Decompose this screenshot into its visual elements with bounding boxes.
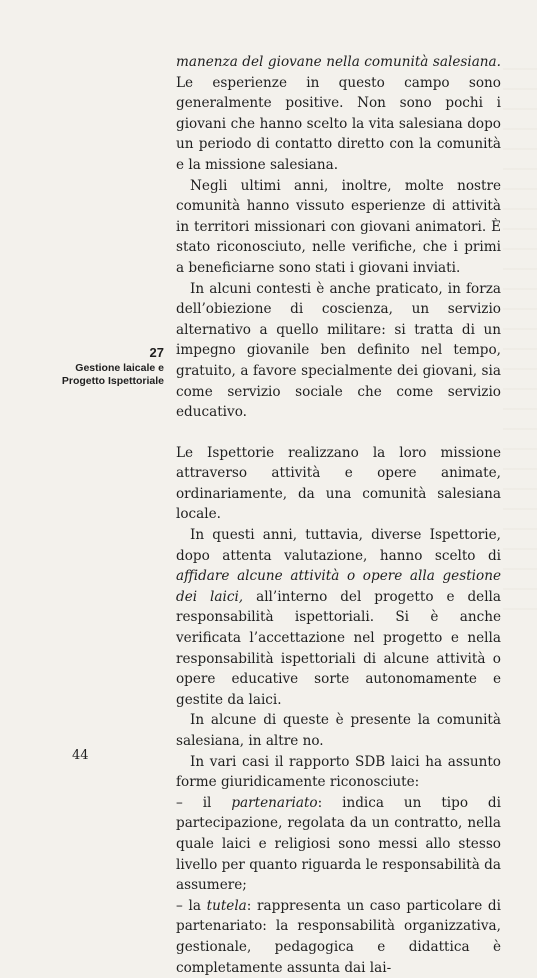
text-run: – la — [176, 897, 207, 914]
facing-page-bleed — [503, 50, 537, 610]
paragraph — [176, 752, 501, 793]
paragraph — [176, 525, 501, 710]
text-run: In questi anni, tuttavia, diverse Ispettorie, dopo attenta valutazione, hanno scelto di — [176, 527, 501, 564]
paragraph — [176, 279, 501, 423]
list-item — [176, 793, 501, 896]
text-run: In vari casi il rapporto SDB laici ha assunto forme giuridicamente riconosciute: — [176, 753, 501, 791]
italic-text: tutela — [206, 897, 247, 914]
margin-note — [54, 344, 164, 388]
paragraph — [176, 52, 501, 176]
text-run: – il — [176, 794, 232, 811]
text-run: Le Ispettorie realizzano la loro missione attraverso attività e opere animate, ordinariamente, da una comunità salesiana locale. — [176, 444, 501, 523]
text-run: In alcuni contesti è anche praticato, in forza dell’obiezione di coscienza, un servizio alternativo a quello militare: si tratta di un impegno giovanile ben definito nel tempo, gratuito, a favore specialmente dei giovani, sia come servizio sociale che come servizio educativo. — [176, 280, 501, 421]
list-item — [176, 896, 501, 978]
italic-text: manenza del giovane nella comunità salesiana. — [176, 54, 501, 70]
text-run: Le esperienze in questo campo sono generalmente positive. Non sono pochi i giovani che hanno scelto la vita salesiana dopo un periodo di contatto diretto con la comunità e la missione salesiana. — [176, 74, 501, 173]
text-run: : indica un tipo di partecipazione, regolata da un contratto, nella quale laici e religiosi sono messi allo stesso livello per quanto riguarda le responsabilità da assumere; — [176, 794, 501, 894]
page-number: 44 — [72, 748, 89, 763]
text-run: all’interno del progetto e della responsabilità ispettoriali. Si è anche verificata l’accettazione nel progetto e nella responsabilità ispettoriali di alcune attività o opere educative sorte autonomamente e gestite da laici. — [176, 588, 502, 708]
section-title: Gestione laicale e Progetto Ispettoriale — [61, 362, 164, 387]
text-run: : rappresenta un caso particolare di partenariato: la responsabilità organizzativa, gestionale, pedagogica e didattica è completamente assunta dai lai- — [176, 897, 501, 976]
paragraph — [176, 710, 501, 751]
text-run: Negli ultimi anni, inoltre, molte nostre comunità hanno vissuto esperienze di attività in territori missionari con giovani animatori. È stato riconosciuto, nelle verifiche, che i primi a beneficiarne sono stati i giovani inviati. — [176, 177, 501, 276]
body-text — [176, 52, 501, 978]
italic-text: affidare alcune attività o opere alla gestione dei laici, — [176, 568, 501, 605]
paragraph — [176, 176, 501, 279]
section-number: 27 — [149, 345, 164, 360]
text-run: In alcune di queste è presente la comunità salesiana, in altre no. — [176, 712, 501, 749]
italic-text: partenariato — [231, 794, 318, 811]
paragraph — [176, 443, 501, 525]
